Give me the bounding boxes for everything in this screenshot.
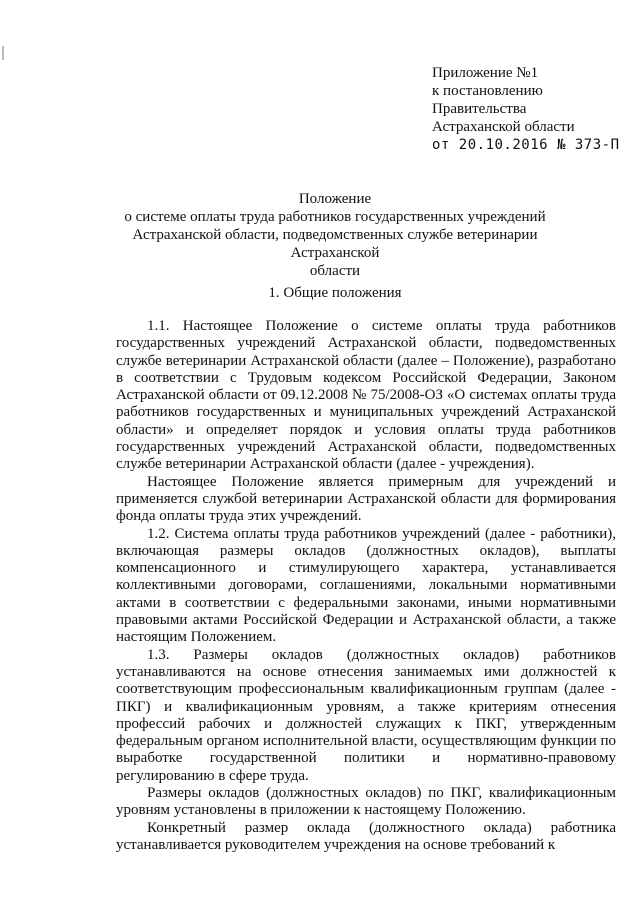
appendix-region: Астраханской области [432, 119, 575, 135]
document-body [116, 318, 616, 854]
paragraph-1-3-salaries: Размеры окладов (должностных окладов) по ПКГ, квалификационным уровням установлены в приложении к настоящему Положению. [116, 785, 616, 819]
paragraph-1-3: 1.3. Размеры окладов (должностных окладов) работников устанавливаются на основе отнесения занимаемых ими должностей к соответствующим профессиональным квалификационным группам (далее - ПКГ) и квалификационным уровням, а также критериям отнесения профессий рабочих и должностей служащих к ПКГ, утвержденным федеральным органом исполнительной власти, осуществляющим функции по выработке государственной политики и нормативно-правовому регулированию в сфере труда. [116, 646, 616, 784]
section-heading: 1. Общие положения [268, 285, 402, 301]
paragraph-1-3-specific: Конкретный размер оклада (должностного оклада) работника устанавливается руководителем учреждения на основе требований к [116, 819, 616, 853]
title-line-4: области [309, 263, 361, 279]
paragraph-1-2: 1.2. Система оплаты труда работников учреждений (далее - работники), включающая размеры окладов (должностных окладов), выплаты компенсационного и стимулирующего характера, устанавливается коллективными договорами, соглашениями, локальными нормативными актами в соответствии с федеральными законами, иными нормативными правовыми актами Российской Федерации и Астраханской области, а также настоящим Положением. [116, 525, 616, 646]
document-title [110, 190, 560, 280]
scan-mark [2, 46, 4, 60]
appendix-to-resolution: к постановлению [432, 83, 543, 99]
appendix-government: Правительства [432, 101, 527, 117]
paragraph-1-1-note: Настоящее Положение является примерным для учреждений и применяется службой ветеринарии Астраханской области для формирования фонда оплаты труда этих учреждений. [116, 473, 616, 525]
title-line-1: Положение [298, 191, 372, 207]
title-line-3: Астраханской области, подведомственных службе ветеринарии Астраханской [132, 227, 538, 261]
title-line-2: о системе оплаты труда работников государственных учреждений [124, 209, 546, 225]
paragraph-1-1: 1.1. Настоящее Положение о системе оплаты труда работников государственных учреждений Астраханской области, подведомственных службе ветеринарии Астраханской области (далее – Положение), разработано в соответствии с Трудовым кодексом Российской Федерации, Законом Астраханской области от 09.12.2008 № 75/2008-ОЗ «О системах оплаты труда работников государственных и муниципальных учреждений Астраханской области» и определяет порядок и условия оплаты труда работников государственных учреждений Астраханской области, подведомственных службе ветеринарии Астраханской области (далее - учреждения). [116, 318, 616, 473]
appendix-date-number: от 20.10.2016 № 373-П [432, 137, 620, 153]
appendix-reference [432, 64, 632, 154]
appendix-number: Приложение №1 [432, 65, 539, 81]
